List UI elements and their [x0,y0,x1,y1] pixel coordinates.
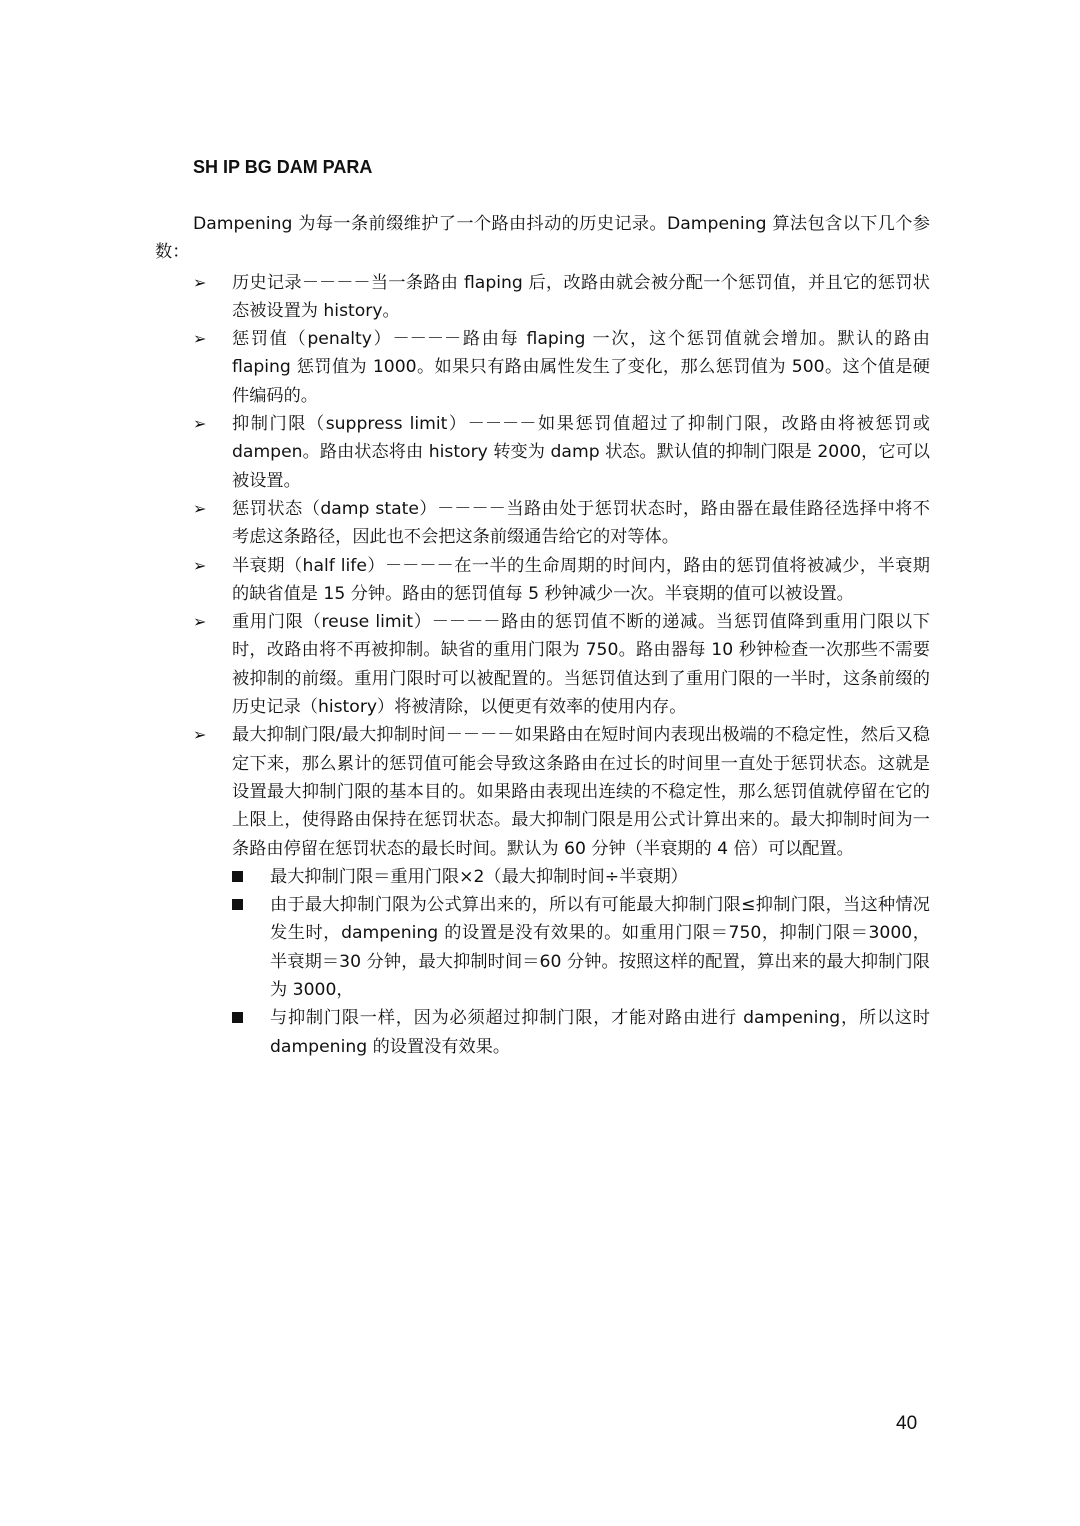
arrow-bullet-icon: ➢ [193,555,207,575]
square-bullet-icon [232,871,243,882]
list-item-text: 惩罚值（penalty）－－－－路由每 flaping 一次，这个惩罚值就会增加。默认的路由 flaping 惩罚值为 1000。如果只有路由属性发生了变化，那么惩罚值为 500。这个值是硬件编码的。 [232,329,930,406]
list-item [155,552,930,609]
arrow-bullet-icon: ➢ [193,329,207,349]
sub-list-item [155,891,930,1004]
list-item [155,721,930,862]
intro-paragraph: Dampening 为每一条前缀维护了一个路由抖动的历史记录。Dampening 算法包含以下几个参数： [155,214,930,263]
square-bullet-icon [232,899,243,910]
arrow-bullet-icon: ➢ [193,498,207,518]
list-item-text: 最大抑制门限/最大抑制时间－－－－如果路由在短时间内表现出极端的不稳定性，然后又稳定下来，那么累计的惩罚值可能会导致这条路由在过长的时间里一直处于惩罚状态。这就是设置最大抑制门限的基本目的。如果路由表现出连续的不稳定性，那么惩罚值就停留在它的上限上，使得路由保持在惩罚状态。最大抑制门限是用公式计算出来的。最大抑制时间为一条路由停留在惩罚状态的最长时间。默认为 60 分钟（半衰期的 4 倍）可以配置。 [232,725,930,859]
page-number: 40 [896,1413,918,1434]
list-item [155,269,930,326]
square-bullet-icon [232,1012,243,1023]
sub-list [155,863,930,1061]
arrow-bullet-icon: ➢ [193,272,207,292]
sub-list-item-text: 由于最大抑制门限为公式算出来的，所以有可能最大抑制门限≤抑制门限，当这种情况发生时，dampening 的设置是没有效果的。如重用门限＝750，抑制门限＝3000，半衰期＝30 分钟，最大抑制时间＝60 分钟。按照这样的配置，算出来的最大抑制门限为 3000， [270,895,930,1001]
arrow-bullet-icon: ➢ [193,414,207,434]
body-text [155,210,930,1061]
list-item-text: 惩罚状态（damp state）－－－－当路由处于惩罚状态时，路由器在最佳路径选择中将不考虑这条路径，因此也不会把这条前缀通告给它的对等体。 [232,498,930,548]
arrow-bullet-icon: ➢ [193,612,207,632]
list-item [155,325,930,410]
section-heading: SH IP BG DAM PARA [193,157,373,177]
list-item-text: 历史记录－－－－当一条路由 flaping 后，改路由就会被分配一个惩罚值，并且它的惩罚状态被设置为 history。 [232,272,930,321]
sub-list-item [155,863,930,891]
list-item [155,410,930,495]
sub-list-item-text: 与抑制门限一样，因为必须超过抑制门限，才能对路由进行 dampening，所以这时 dampening 的设置没有效果。 [270,1008,930,1057]
list-item-text: 抑制门限（suppress limit）－－－－如果惩罚值超过了抑制门限，改路由将被惩罚或 dampen。路由状态将由 history 转变为 damp 状态。默认值的抑制门限是 2000，它可以被设置。 [232,414,930,491]
list-item-text: 半衰期（half life）－－－－在一半的生命周期的时间内，路由的惩罚值将被减少，半衰期的缺省值是 15 分钟。路由的惩罚值每 5 秒钟减少一次。半衰期的值可以被设置。 [232,555,930,604]
list-item [155,608,930,721]
parameter-list [155,269,930,863]
arrow-bullet-icon: ➢ [193,725,207,745]
list-item [155,495,930,552]
list-item-text: 重用门限（reuse limit）－－－－路由的惩罚值不断的递减。当惩罚值降到重用门限以下时，改路由将不再被抑制。缺省的重用门限为 750。路由器每 10 秒钟检查一次那些不需要被抑制的前缀。重用门限时可以被配置的。当惩罚值达到了重用门限的一半时，这条前缀的历史记录（history）将被清除，以便更有效率的使用内存。 [232,612,930,718]
sub-list-item-text: 最大抑制门限＝重用门限×2（最大抑制时间÷半衰期） [270,866,688,887]
sub-list-item [155,1004,930,1061]
